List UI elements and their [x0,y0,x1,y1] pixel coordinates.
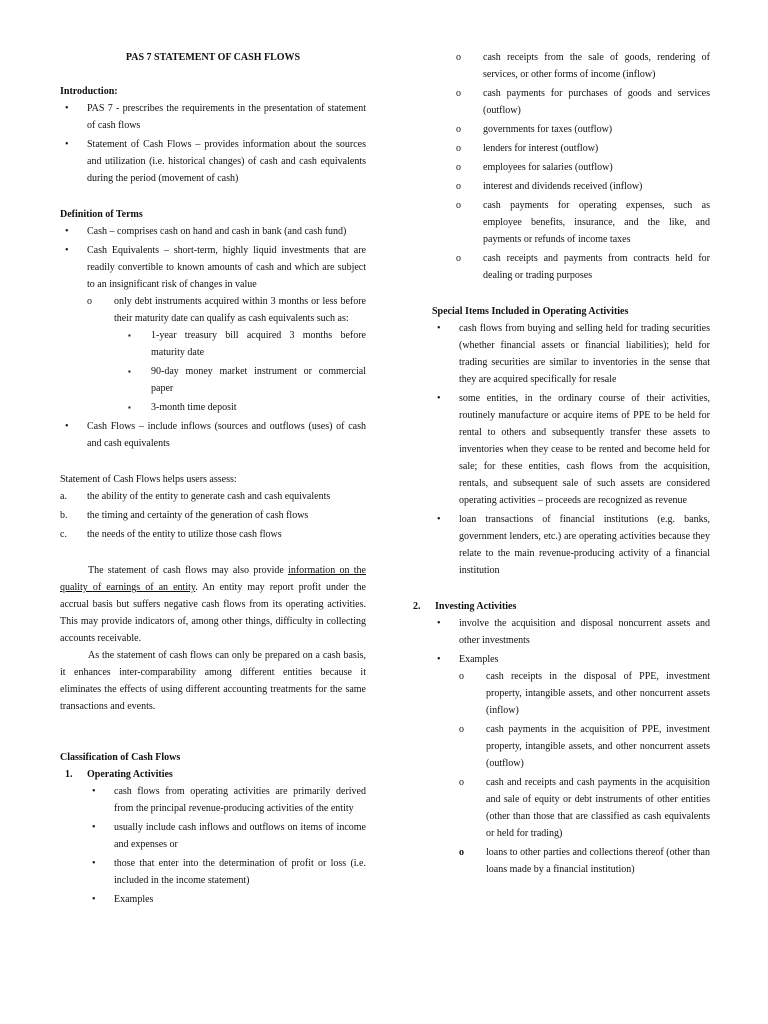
list-item: o only debt instruments acquired within 3 months or less before their maturity date can qualify as cash equivalents such as: ▪ 1-year treasury bill acquired 3 months before maturity date ▪ 90-day money market instrument or commercial paper ▪ 3-month time deposit [87,293,366,416]
list-item: • cash flows from operating activities are primarily derived from the principal revenue-producing activities of the entity [87,783,366,817]
square-bullet-icon: ▪ [128,367,131,376]
list-item: • Cash – comprises cash on hand and cash in bank (and cash fund) [60,223,366,240]
helps-lead: Statement of Cash Flows helps users assess: [60,474,237,485]
special-items-list [432,320,710,579]
list-item: • Cash Flows – include inflows (sources and outflows (uses) of cash and cash equivalents [60,418,366,452]
list-item: • cash flows from buying and selling held for trading securities (whether financial assets or financial liabilities); held for trading securities are similar to inventories in the sense that they are acquired specifically for resale [432,320,710,388]
square-bullet-icon: ▪ [128,403,131,412]
definitions-list [60,223,366,452]
list-item: o cash receipts and payments from contracts held for dealing or trading purposes [456,250,710,284]
bullet-icon: • [92,786,96,797]
left-column [60,49,366,910]
circle-bullet-icon: o [87,296,92,307]
bullet-icon: • [437,323,441,334]
bullet-icon: • [437,654,441,665]
list-item: o loans to other parties and collections thereof (other than loans made by a financial institution) [459,844,710,878]
document-title: PAS 7 STATEMENT OF CASH FLOWS [125,52,301,63]
list-item: o cash payments for purchases of goods and services (outflow) [456,85,710,119]
list-item: o governments for taxes (outflow) [456,121,710,138]
helps-list [60,488,366,543]
list-item: • loan transactions of financial institutions (e.g. banks, government lenders, etc.) are operating activities because they relate to the main revenue-producing activity of a financial institution [432,511,710,579]
right-column [413,49,710,880]
list-item: b. the timing and certainty of the generation of cash flows [60,510,309,521]
bullet-icon: • [65,226,69,237]
bullet-icon: • [437,618,441,629]
list-item: o cash payments for operating expenses, such as employee benefits, insurance, and the like, and payments or refunds of income taxes [456,197,710,248]
classification-heading: Classification of Cash Flows [60,752,181,763]
bullet-icon: • [437,514,441,525]
list-item: • Cash Equivalents – short-term, highly liquid investments that are readily convertible to known amounts of cash and which are subject to an insignificant risk of changes in value o only debt instruments acquired within 3 months or less before their maturity date can qualify as cash equivalents such as: ▪ 1-year treasury bill acquired 3 months before maturity date ▪ 90-day money market instrument or commercial paper ▪ 3-month time deposit [60,242,366,416]
circle-bullet-icon: o [456,162,461,173]
bullet-icon: • [437,393,441,404]
sub-list [87,293,366,416]
circle-bullet-icon: o [456,124,461,135]
circle-bullet-icon: o [456,143,461,154]
bullet-icon: • [92,894,96,905]
list-item: ▪ 3-month time deposit [114,399,366,416]
comparability-paragraph: As the statement of cash flows can only be prepared on a cash basis, it enhances inter-comparability among different entities because it eliminates the effects of using different accounting treatments for the same transactions and events. [60,650,366,712]
bullet-icon: • [92,858,96,869]
list-item: o employees for salaries (outflow) [456,159,710,176]
list-item: o cash receipts in the disposal of PPE, investment property, intangible assets, and other noncurrent assets (inflow) [459,668,710,719]
circle-bullet-icon: o [456,200,461,211]
circle-bullet-icon: o [459,847,464,858]
operating-heading: 1. Operating Activities [65,769,173,780]
bullet-icon: • [65,421,69,432]
operating-list [60,783,366,908]
operating-examples-list [432,49,710,284]
examples-list [114,327,366,416]
investing-heading: 2. Investing Activities [413,601,517,612]
circle-bullet-icon: o [456,88,461,99]
list-item: o interest and dividends received (inflow) [456,178,710,195]
investing-examples-list [459,668,710,878]
list-item: o lenders for interest (outflow) [456,140,710,157]
list-item: • those that enter into the determination of profit or loss (i.e. included in the income statement) [87,855,366,889]
circle-bullet-icon: o [459,671,464,682]
circle-bullet-icon: o [456,253,461,264]
quality-paragraph: The statement of cash flows may also provide information on the quality of earnings of an entity. An entity may report profit under the accrual basis but suffers negative cash flows from its operating activities. This may provide indicators of, among other things, difficulty in collecting accounts receivable. [60,565,366,644]
bullet-icon: • [65,245,69,256]
square-bullet-icon: ▪ [128,331,131,340]
list-item: o cash receipts from the sale of goods, rendering of services, or other forms of income (inflow) [456,49,710,83]
list-item: c. the needs of the entity to utilize those cash flows [60,529,282,540]
list-item: o cash and receipts and cash payments in the acquisition and sale of equity or debt instruments of other entities (other than those that are classified as cash equivalents or held for trading) [459,774,710,842]
circle-bullet-icon: o [456,52,461,63]
circle-bullet-icon: o [459,724,464,735]
circle-bullet-icon: o [459,777,464,788]
introduction-list [60,100,366,187]
list-item: • Examples [87,891,366,908]
list-item: ▪ 1-year treasury bill acquired 3 months before maturity date [114,327,366,361]
list-item: • usually include cash inflows and outflows on items of income and expenses or [87,819,366,853]
list-item: • Examples o cash receipts in the disposal of PPE, investment property, intangible assets, and other noncurrent assets (inflow) o cash payments in the acquisition of PPE, investment property, intangible assets, and other noncurrent assets (outflow) o cash and receipts and cash payments in the acquisition and sale of equity or debt instruments of other entities (other than those that are classified as cash equivalents or held for trading) o loans to other parties and collections thereof (other than loans made by a financial institution) [432,651,710,878]
list-item: • Statement of Cash Flows – provides information about the sources and utilization (i.e. historical changes) of cash and cash equivalents during the period (movement of cash) [60,136,366,187]
list-item: o cash payments in the acquisition of PPE, investment property, intangible assets, and other noncurrent assets (outflow) [459,721,710,772]
definitions-heading: Definition of Terms [60,209,143,220]
list-item: • PAS 7 - prescribes the requirements in the presentation of statement of cash flows [60,100,366,134]
list-item: ▪ 90-day money market instrument or commercial paper [114,363,366,397]
list-item: • involve the acquisition and disposal noncurrent assets and other investments [432,615,710,649]
introduction-heading: Introduction: [60,86,118,97]
special-items-heading: Special Items Included in Operating Activities [432,306,629,317]
list-item: a. the ability of the entity to generate cash and cash equivalents [60,491,331,502]
list-item: • some entities, in the ordinary course of their activities, routinely manufacture or acquire items of PPE to be held for rental to others and subsequently transfer these assets to inventories when they cease to be rented and become held for sale; for these entities, cash flows from the acquisition, rentals, and subsequent sale of such assets are considered operating activities – proceeds are recognized as revenue [432,390,710,509]
bullet-icon: • [65,103,69,114]
bullet-icon: • [92,822,96,833]
investing-list [432,615,710,878]
bullet-icon: • [65,139,69,150]
circle-bullet-icon: o [456,181,461,192]
